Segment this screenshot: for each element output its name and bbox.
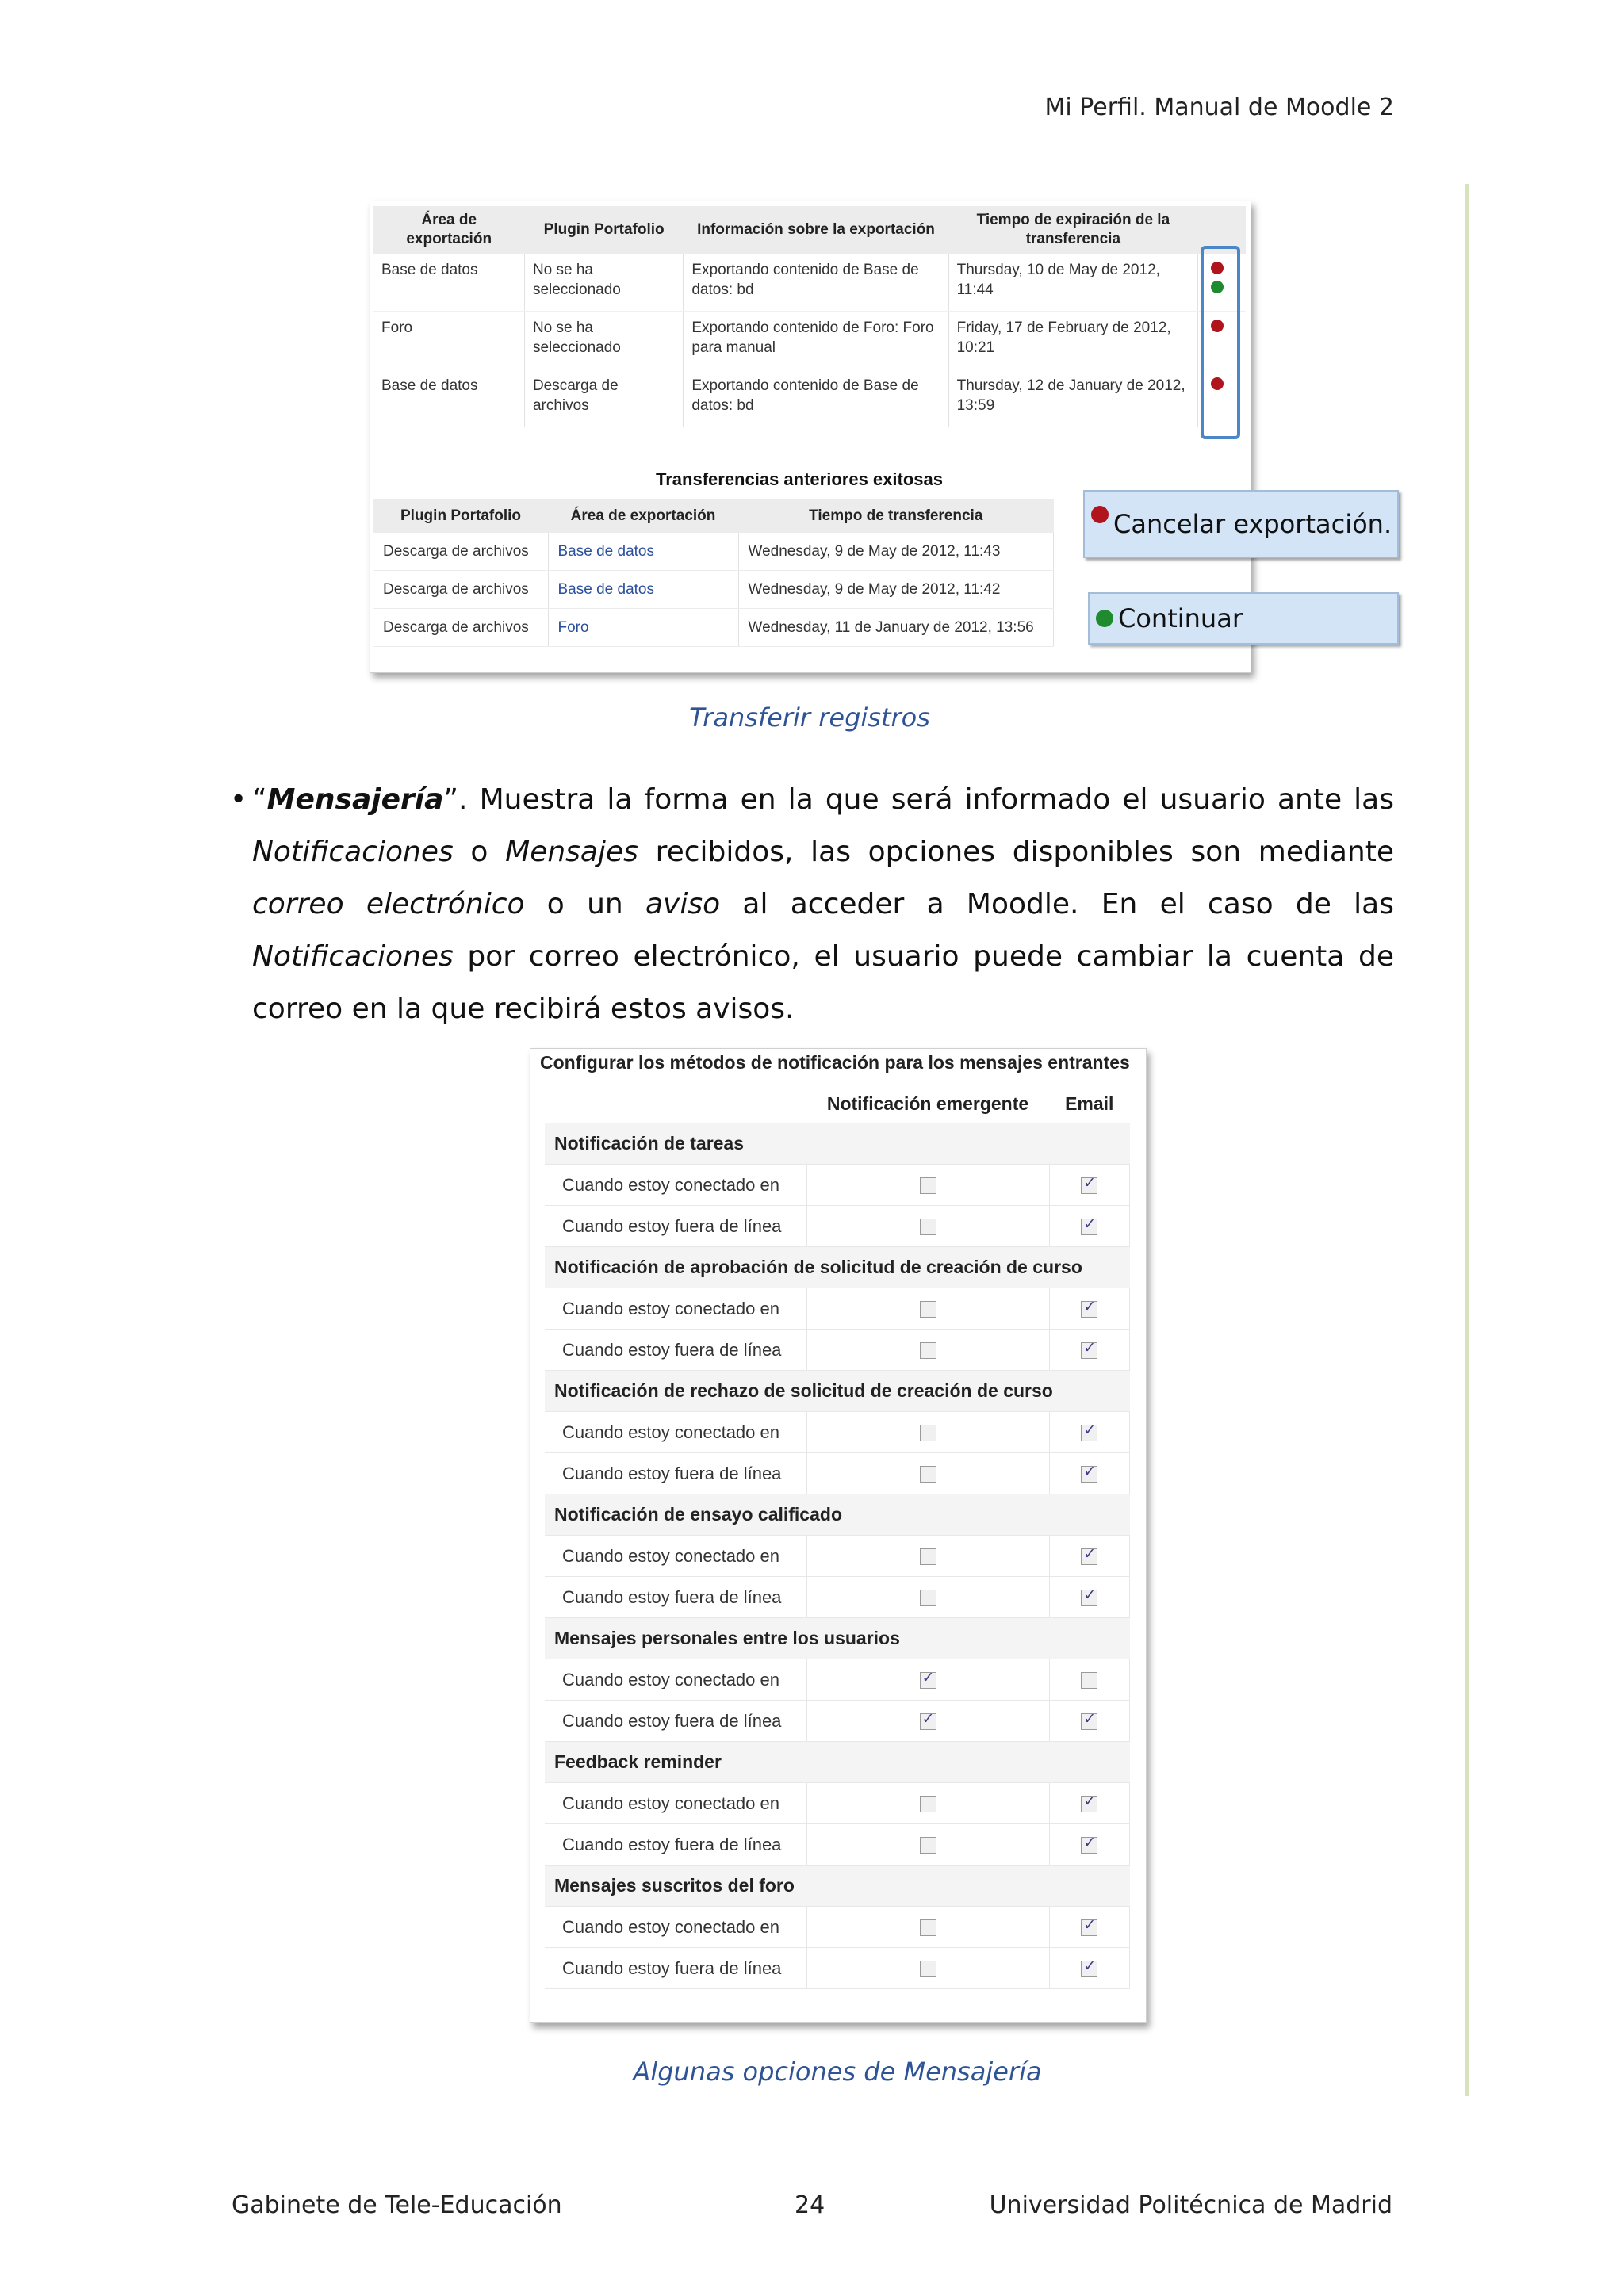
email-cell [1049,1288,1130,1330]
online-label: Cuando estoy conectado en [545,1288,806,1330]
cancel-export-callout [1083,490,1399,558]
popup-cell [806,1453,1049,1494]
previous-transfer-row [373,609,1054,647]
notification-option-row [545,1536,1130,1577]
notification-group-row [545,1371,1130,1412]
cell-area: Base de datos [373,369,524,427]
popup-cell [806,1288,1049,1330]
margin-rule [1465,184,1469,2096]
email-cell [1049,1577,1130,1618]
popup-cell [806,1907,1049,1948]
figure2-caption: Algunas opciones de Mensajería [633,2057,1042,2087]
notification-option-row [545,1577,1130,1618]
notification-option-row [545,1824,1130,1866]
offline-label: Cuando estoy fuera de línea [545,1577,806,1618]
cell-plugin: No se ha seleccionado [524,254,683,312]
cell-tiempo: Thursday, 10 de May de 2012, 11:44 [948,254,1198,312]
popup-checkbox[interactable] [920,1219,936,1235]
popup-checkbox[interactable] [920,1837,936,1854]
cell-info: Exportando contenido de Base de datos: bd [684,254,948,312]
notification-group-name: Notificación de aprobación de solicitud de creación de curso [545,1247,1130,1288]
offline-label: Cuando estoy fuera de línea [545,1948,806,1989]
prev-col-plugin: Plugin Portafolio [373,499,548,533]
cell-info: Exportando contenido de Foro: Foro para manual [684,312,948,369]
continue-callout [1088,592,1399,645]
email-cell [1049,1659,1130,1701]
status-dots-highlight [1201,246,1240,439]
popup-cell [806,1206,1049,1247]
email-checkbox[interactable] [1081,1548,1097,1565]
email-cell [1049,1536,1130,1577]
online-label: Cuando estoy conectado en [545,1412,806,1453]
email-checkbox[interactable] [1081,1342,1097,1359]
email-checkbox[interactable] [1081,1672,1097,1689]
notification-option-row [545,1907,1130,1948]
popup-cell [806,1824,1049,1866]
pending-transfers-table [373,206,1246,427]
popup-checkbox[interactable] [920,1590,936,1606]
notification-option-row [545,1701,1130,1742]
popup-checkbox[interactable] [920,1466,936,1483]
col-email: Email [1049,1085,1130,1123]
notification-option-row [545,1206,1130,1247]
email-cell [1049,1165,1130,1206]
notification-option-row [545,1453,1130,1494]
email-checkbox[interactable] [1081,1425,1097,1441]
cell-plugin: Descarga de archivos [373,609,548,647]
popup-checkbox[interactable] [920,1342,936,1359]
online-label: Cuando estoy conectado en [545,1783,806,1824]
offline-label: Cuando estoy fuera de línea [545,1330,806,1371]
offline-label: Cuando estoy fuera de línea [545,1453,806,1494]
body-paragraph: “Mensajería”. Muestra la forma en la que será informado el usuario ante las Notificaciones o Mensajes recibidos, las opciones disponibles son mediante correo electrónico o un aviso al acceder a Moodle. En el caso de las Notificaciones por correo electrónico, el usuario puede cambiar la cuenta de correo en la que recibirá estos avisos. [252,783,1394,1025]
cell-plugin: Descarga de archivos [524,369,683,427]
notification-option-row [545,1288,1130,1330]
previous-transfers-title: Transferencias anteriores exitosas [656,469,943,489]
notification-option-row [545,1659,1130,1701]
popup-cell [806,1948,1049,1989]
popup-checkbox[interactable] [920,1672,936,1689]
email-cell [1049,1206,1130,1247]
cell-tiempo: Friday, 17 de February de 2012, 10:21 [948,312,1198,369]
notification-group-name: Notificación de tareas [545,1123,1130,1165]
footer-left: Gabinete de Tele-Educación [232,2191,562,2219]
email-checkbox[interactable] [1081,1590,1097,1606]
notification-group-row [545,1618,1130,1659]
previous-transfer-row [373,533,1054,571]
email-cell [1049,1453,1130,1494]
pending-transfer-row [373,369,1246,427]
notification-group-row [545,1123,1130,1165]
email-cell [1049,1948,1130,1989]
cell-area: Base de datos [373,254,524,312]
email-checkbox[interactable] [1081,1219,1097,1235]
email-cell [1049,1330,1130,1371]
popup-checkbox[interactable] [920,1713,936,1730]
offline-label: Cuando estoy fuera de línea [545,1701,806,1742]
email-cell [1049,1824,1130,1866]
popup-checkbox[interactable] [920,1796,936,1812]
notification-group-row [545,1866,1130,1907]
popup-checkbox[interactable] [920,1301,936,1318]
previous-transfers-table [373,499,1054,647]
notification-config-title: Configurar los métodos de notificación para los mensajes entrantes [540,1052,1130,1073]
popup-checkbox[interactable] [920,1961,936,1977]
running-header: Mi Perfil. Manual de Moodle 2 [1044,94,1394,121]
prev-col-area: Área de exportación [548,499,738,533]
area-link[interactable]: Foro [548,609,738,647]
notification-group-row [545,1247,1130,1288]
cell-plugin: Descarga de archivos [373,571,548,609]
notification-group-row [545,1494,1130,1536]
online-label: Cuando estoy conectado en [545,1165,806,1206]
popup-checkbox[interactable] [920,1919,936,1936]
col-popup: Notificación emergente [806,1085,1049,1123]
email-checkbox[interactable] [1081,1301,1097,1318]
notification-group-name: Notificación de rechazo de solicitud de creación de curso [545,1371,1130,1412]
popup-cell [806,1783,1049,1824]
notification-option-row [545,1783,1130,1824]
email-cell [1049,1907,1130,1948]
online-label: Cuando estoy conectado en [545,1907,806,1948]
col-info: Información sobre la exportación [684,206,948,254]
popup-cell [806,1659,1049,1701]
cell-tiempo: Wednesday, 9 de May de 2012, 11:42 [738,571,1054,609]
email-cell [1049,1783,1130,1824]
col-area: Área de exportación [373,206,524,254]
notification-option-row [545,1165,1130,1206]
cell-plugin: Descarga de archivos [373,533,548,571]
cell-tiempo: Wednesday, 11 de January de 2012, 13:56 [738,609,1054,647]
bullet-marker: • [230,783,247,816]
popup-cell [806,1701,1049,1742]
notification-option-row [545,1948,1130,1989]
notification-group-name: Feedback reminder [545,1742,1130,1783]
popup-checkbox[interactable] [920,1425,936,1441]
pending-transfer-row [373,254,1246,312]
email-checkbox[interactable] [1081,1713,1097,1730]
cell-tiempo: Thursday, 12 de January de 2012, 13:59 [948,369,1198,427]
popup-checkbox[interactable] [920,1177,936,1194]
popup-checkbox[interactable] [920,1548,936,1565]
previous-transfer-row [373,571,1054,609]
popup-cell [806,1330,1049,1371]
page-number: 24 [795,2191,825,2219]
email-checkbox[interactable] [1081,1961,1097,1977]
cell-tiempo: Wednesday, 9 de May de 2012, 11:43 [738,533,1054,571]
continue-label: Continuar [1118,603,1243,633]
online-label: Cuando estoy conectado en [545,1536,806,1577]
area-link[interactable]: Base de datos [548,571,738,609]
notification-group-name: Mensajes personales entre los usuarios [545,1618,1130,1659]
popup-cell [806,1165,1049,1206]
footer-right: Universidad Politécnica de Madrid [989,2191,1392,2219]
area-link[interactable]: Base de datos [548,533,738,571]
email-cell [1049,1701,1130,1742]
cell-info: Exportando contenido de Base de datos: bd [684,369,948,427]
notification-option-row [545,1330,1130,1371]
online-label: Cuando estoy conectado en [545,1659,806,1701]
figure1-caption: Transferir registros [689,702,930,733]
email-checkbox[interactable] [1081,1796,1097,1812]
email-checkbox[interactable] [1081,1837,1097,1854]
notification-group-name: Mensajes suscritos del foro [545,1866,1130,1907]
prev-col-time: Tiempo de transferencia [738,499,1054,533]
email-checkbox[interactable] [1081,1177,1097,1194]
col-plugin: Plugin Portafolio [524,206,683,254]
notification-group-name: Notificación de ensayo calificado [545,1494,1130,1536]
email-checkbox[interactable] [1081,1466,1097,1483]
notification-group-row [545,1742,1130,1783]
pending-transfer-row [373,312,1246,369]
messaging-options-screenshot [530,1048,1147,2023]
popup-cell [806,1577,1049,1618]
popup-cell [806,1536,1049,1577]
offline-label: Cuando estoy fuera de línea [545,1824,806,1866]
red-dot-icon [1091,506,1109,523]
cell-area: Foro [373,312,524,369]
email-checkbox[interactable] [1081,1919,1097,1936]
popup-cell [806,1412,1049,1453]
offline-label: Cuando estoy fuera de línea [545,1206,806,1247]
notification-methods-table [545,1085,1130,1989]
notification-option-row [545,1412,1130,1453]
green-dot-icon [1096,610,1113,627]
col-expiry: Tiempo de expiración de la transferencia [948,206,1198,254]
email-cell [1049,1412,1130,1453]
cancel-export-label: Cancelar exportación. [1113,509,1392,539]
cell-plugin: No se ha seleccionado [524,312,683,369]
